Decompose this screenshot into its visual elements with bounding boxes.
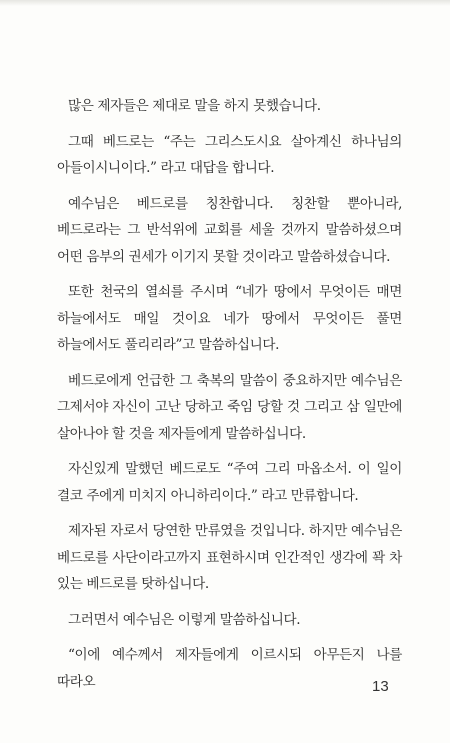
paragraph: 많은 제자들은 제대로 말을 하지 못했습니다.: [68, 98, 321, 114]
body-text: [57, 93, 402, 704]
paragraph: 그때 베드로는 “주는 그리스도시요 살아계신 하나님의 아들이시니이다.” 라고 대답을 합니다.: [57, 133, 402, 176]
page-number: 13: [372, 678, 389, 695]
top-edge-shadow: [0, 0, 450, 6]
paragraph: 베드로에게 언급한 그 축복의 말씀이 중요하지만 예수님은 그제서야 자신이 고난 당하고 죽임 당할 것 그리고 삼 일만에 살아나야 할 것을 제자들에게 말씀하십니다.: [57, 372, 402, 442]
paragraph: 자신있게 말했던 베드로도 “주여 그리 마옵소서. 이 일이 결코 주에게 미치지 아니하리이다.” 라고 만류합니다.: [57, 461, 402, 504]
paragraph: 제자된 자로서 당연한 만류였을 것입니다. 하지만 예수님은 베드로를 사단이라고까지 표현하시며 인간적인 생각에 꽉 차 있는 베드로를 탓하십니다.: [57, 523, 402, 592]
paragraph: “이에 예수께서 제자들에게 이르시되 아무든지 나를 따라오: [57, 647, 402, 690]
paragraph: 예수님은 베드로를 칭찬합니다. 칭찬할 뿐아니라, 베드로라는 그 반석위에 교회를 세울 것까지 말씀하셨으며 어떤 음부의 권세가 이기지 못할 것이라고 말씀하셨습니다.: [57, 195, 402, 265]
paragraph: 또한 천국의 열쇠를 주시며 “네가 땅에서 무엇이든 매면 하늘에서도 매일 것이요 네가 땅에서 무엇이든 풀면 하늘에서도 풀리리라”고 말씀하십니다.: [57, 284, 402, 353]
paragraph: 그러면서 예수님은 이렇게 말씀하십니다.: [68, 611, 301, 628]
